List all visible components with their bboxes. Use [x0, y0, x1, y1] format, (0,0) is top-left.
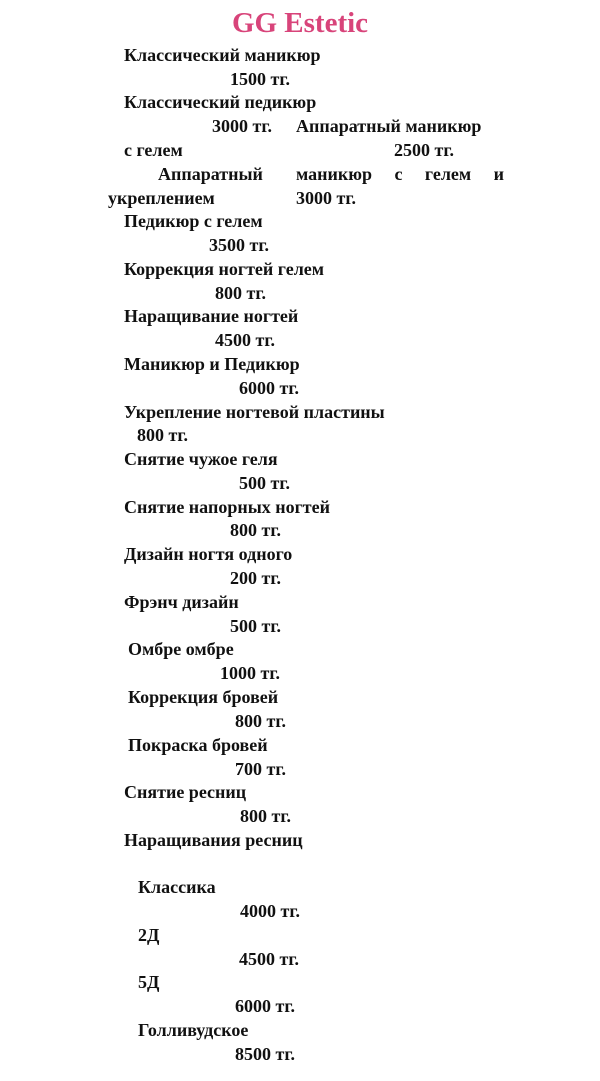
service-price: 800 тг.	[240, 806, 291, 826]
service-price: 500 тг.	[239, 473, 290, 493]
service-price: 800 тг.	[137, 425, 188, 445]
service-name: Классика	[138, 877, 216, 897]
word: с	[394, 164, 403, 184]
service-price: 3000 тг.	[296, 188, 356, 208]
service-price: 8500 тг.	[235, 1044, 295, 1064]
service-name: с гелем	[124, 140, 183, 160]
service-name: Голливудское	[138, 1020, 249, 1040]
word: маникюр	[296, 164, 373, 184]
service-name: Коррекция бровей	[128, 687, 279, 707]
service-name: Наращивания ресниц	[124, 830, 303, 850]
service-name: Укрепление ногтевой пластины	[124, 402, 385, 422]
service-price: 800 тг.	[215, 283, 266, 303]
service-name: укреплением	[108, 188, 215, 208]
service-name: Покраска бровей	[128, 735, 268, 755]
service-name: Омбре омбре	[128, 639, 234, 659]
service-name: Маникюр и Педикюр	[124, 354, 300, 374]
service-price: 4500 тг.	[215, 330, 275, 350]
service-name: Фрэнч дизайн	[124, 592, 239, 612]
service-price: 700 тг.	[235, 759, 286, 779]
service-name-justified	[296, 162, 504, 186]
service-name: 5Д	[138, 972, 160, 992]
service-price: 1500 тг.	[230, 69, 290, 89]
service-name: Снятие ресниц	[124, 782, 247, 802]
service-name: 2Д	[138, 925, 160, 945]
service-price: 6000 тг.	[235, 996, 295, 1016]
service-name: Аппаратный маникюр	[296, 116, 482, 136]
service-price: 6000 тг.	[239, 378, 299, 398]
service-price: 800 тг.	[230, 520, 281, 540]
service-name: Снятие чужое геля	[124, 449, 278, 469]
service-name: Классический педикюр	[124, 92, 317, 112]
word: и	[493, 164, 504, 184]
service-name: Педикюр с гелем	[124, 211, 263, 231]
page-title: GG Estetic	[231, 7, 369, 39]
service-price: 4000 тг.	[240, 901, 300, 921]
service-name: Аппаратный	[158, 164, 263, 184]
service-price: 800 тг.	[235, 711, 286, 731]
service-name: Дизайн ногтя одного	[124, 544, 293, 564]
service-price: 1000 тг.	[220, 663, 280, 683]
service-price: 3500 тг.	[209, 235, 269, 255]
service-price: 500 тг.	[230, 616, 281, 636]
service-name: Снятие напорных ногтей	[124, 497, 330, 517]
service-name: Классический маникюр	[124, 45, 321, 65]
service-price: 4500 тг.	[239, 949, 299, 969]
service-name: Наращивание ногтей	[124, 306, 299, 326]
service-price: 200 тг.	[230, 568, 281, 588]
word: гелем	[424, 164, 472, 184]
service-price: 3000 тг.	[212, 116, 272, 136]
service-price: 2500 тг.	[394, 140, 454, 160]
service-name: Коррекция ногтей гелем	[124, 259, 325, 279]
